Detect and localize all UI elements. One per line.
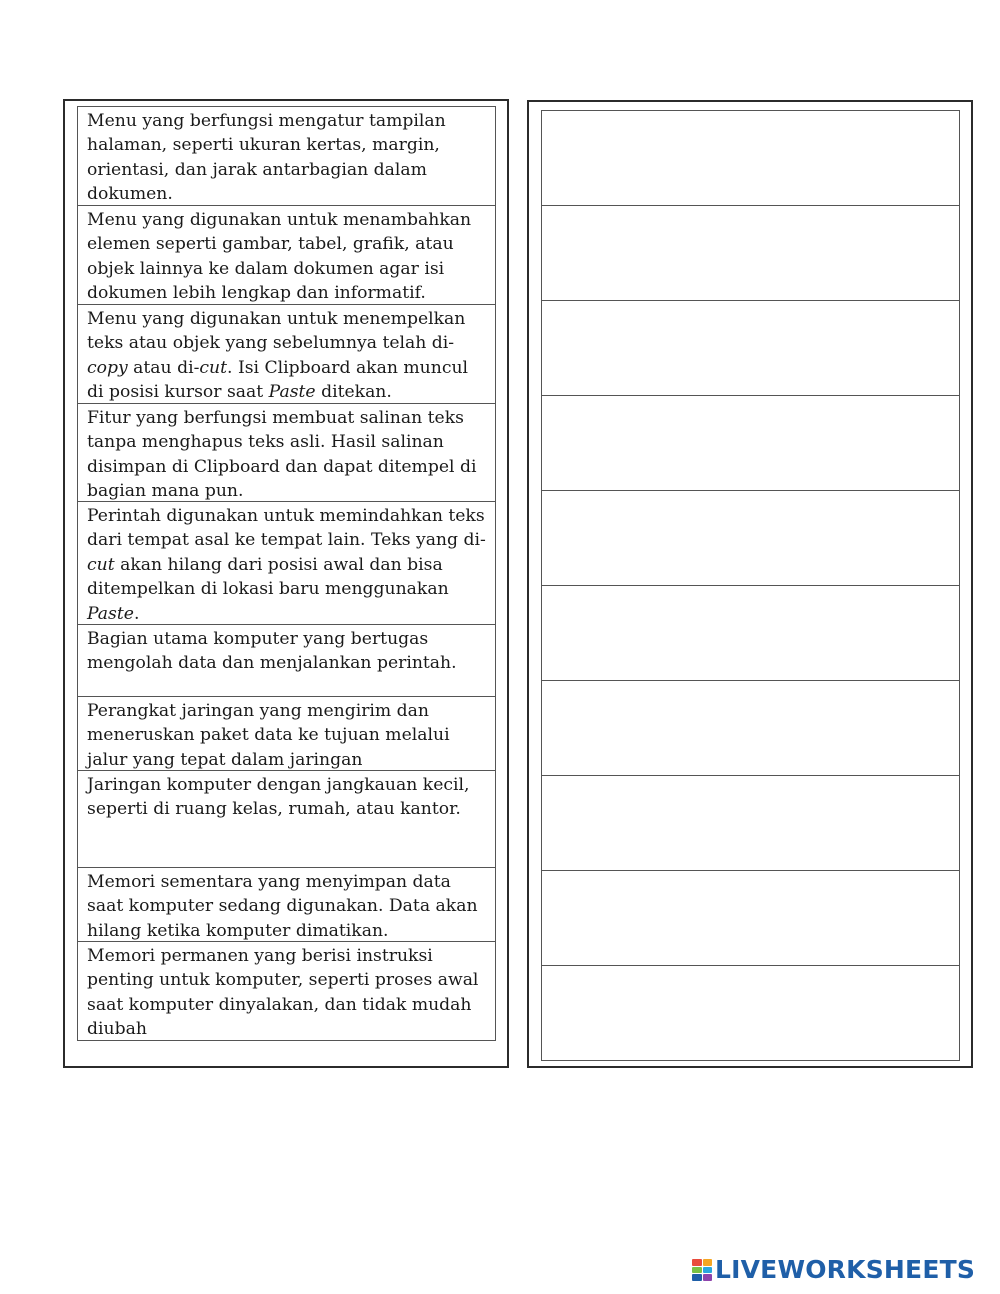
italic-term: copy (87, 357, 128, 378)
answer-drop-box[interactable] (542, 681, 959, 776)
description-text: atau di- (127, 357, 200, 378)
description-cell (78, 404, 495, 502)
description-text: Perangkat jaringan yang mengirim dan meneruskan paket data ke tujuan melalui jalur yang tepat dalam jaringan (87, 701, 450, 770)
answer-drop-box[interactable] (542, 586, 959, 681)
description-text: Menu yang digunakan untuk menempelkan teks atau objek yang sebelumnya telah di- (87, 309, 466, 354)
description-text: Memori sementara yang menyimpan data saat komputer sedang digunakan. Data akan hilang ketika komputer dimatikan. (87, 872, 478, 941)
liveworksheets-logo (692, 1257, 975, 1283)
answer-drop-box[interactable] (542, 491, 959, 586)
answers-table (541, 110, 960, 1061)
description-cell (78, 502, 495, 625)
italic-term: Paste (268, 382, 316, 403)
description-text: Jaringan komputer dengan jangkauan kecil, seperti di ruang kelas, rumah, atau kantor. (87, 775, 470, 820)
answer-drop-box[interactable] (542, 871, 959, 966)
brand-text: LIVEWORKSHEETS (715, 1255, 976, 1284)
liveworksheets-icon (692, 1259, 712, 1281)
description-text: Memori permanen yang berisi instruksi penting untuk komputer, seperti proses awal saat komputer dinyalakan, dan tidak mudah diubah (87, 946, 479, 1040)
answer-drop-box[interactable] (542, 111, 959, 206)
description-text: Fitur yang berfungsi membuat salinan teks tanpa menghapus teks asli. Hasil salinan disimpan di Clipboard dan dapat ditempel di bagian mana pun. (87, 408, 477, 502)
description-text: Menu yang digunakan untuk menambahkan elemen seperti gambar, tabel, grafik, atau objek lainnya ke dalam dokumen agar isi dokumen lebih lengkap dan informatif. (87, 210, 472, 304)
answer-drop-box[interactable] (542, 776, 959, 871)
descriptions-panel (63, 99, 509, 1068)
icon-square (703, 1259, 713, 1266)
description-text: Bagian utama komputer yang bertugas mengolah data dan menjalankan perintah. (87, 629, 457, 674)
answer-drop-box[interactable] (542, 301, 959, 396)
description-cell (78, 206, 495, 305)
answer-drop-box[interactable] (542, 206, 959, 301)
description-cell (78, 771, 495, 868)
icon-square (692, 1259, 702, 1266)
descriptions-table (77, 106, 496, 1041)
description-cell (78, 868, 495, 942)
description-cell (78, 625, 495, 697)
description-cell (78, 305, 495, 404)
italic-term: cut (199, 357, 228, 378)
icon-square (703, 1274, 713, 1281)
italic-term: Paste (87, 603, 134, 624)
description-text: akan hilang dari posisi awal dan bisa ditempelkan di lokasi baru menggunakan (87, 554, 449, 600)
italic-term: cut (87, 554, 115, 575)
description-cell (78, 107, 495, 206)
description-cell (78, 697, 495, 771)
icon-square (703, 1267, 713, 1274)
answer-drop-box[interactable] (542, 966, 959, 1061)
answer-drop-box[interactable] (542, 396, 959, 491)
description-text: . Isi Clipboard akan muncul di posisi kursor saat (87, 357, 469, 403)
description-text: Menu yang berfungsi mengatur tampilan halaman, seperti ukuran kertas, margin, orientasi, dan jarak antarbagian dalam dokumen. (87, 111, 446, 205)
answers-panel (527, 100, 973, 1068)
description-cell (78, 942, 495, 1041)
description-text: ditekan. (315, 382, 392, 403)
icon-square (692, 1274, 702, 1281)
description-text: . (133, 603, 140, 624)
description-text: Perintah digunakan untuk memindahkan teks dari tempat asal ke tempat lain. Teks yang di- (87, 506, 486, 551)
icon-square (692, 1267, 702, 1274)
